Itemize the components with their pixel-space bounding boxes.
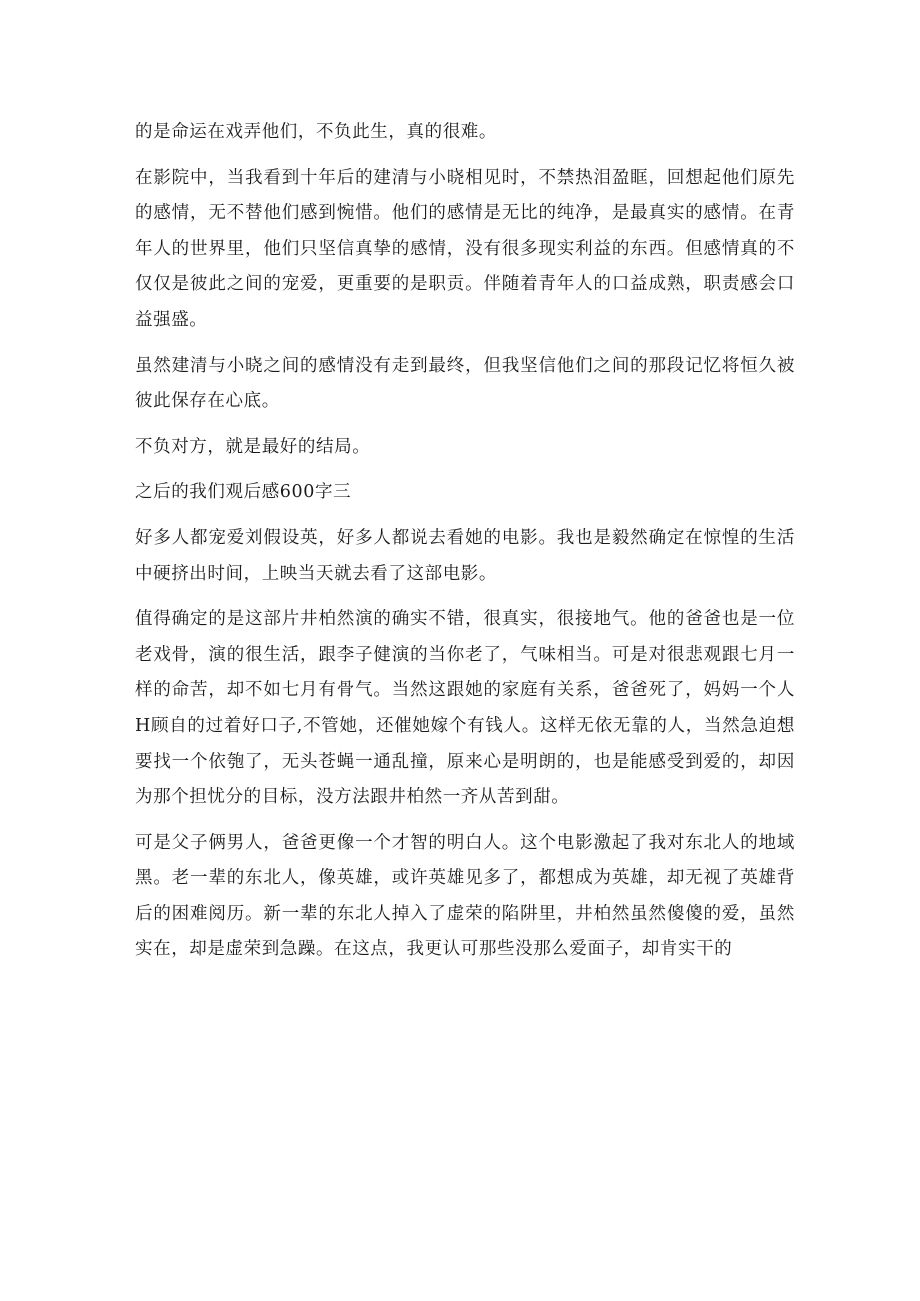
paragraph-3: 虽然建清与小晓之间的感情没有走到最终，但我坚信他们之间的那段记忆将恒久被彼此保存在心底。 <box>135 355 795 412</box>
paragraph-4: 不负对方，就是最好的结局。 <box>135 436 371 457</box>
paragraph-1: 的是命运在戏弄他们，不负此生，真的很难。 <box>135 122 497 142</box>
paragraph-7: 可是父子俩男人，爸爸更像一个才智的明白人。这个电影激起了我对东北人的地域黑。老一辈的东北人，像英雄，或许英雄见多了，都想成为英雄，却无视了英雄背后的困难阅历。新一辈的东北人掉入了虚荣的陷阱里，井柏然虽然傻傻的爱，虽然实在，却是虚荣到急躁。在这点，我更认可那些没那么爱面子，却肯实干的 <box>135 832 795 960</box>
paragraph-6: 值得确定的是这部片井柏然演的确实不错，很真实，很接地气。他的爸爸也是一位老戏骨，演的很生活，跟李子健演的当你老了，气味相当。可是对很悲观跟七月一样的命苦，却不如七月有骨气。当然这跟她的家庭有关系，爸爸死了，妈妈一个人H顾自的过着好口子,不管她，还催她嫁个有钱人。这样无依无靠的人，当然急迫想要找一个依匏了，无头苍蝇一通乱撞，原来心是明朗的，也是能感受到爱的，却因为那个担忧分的目标，没方法跟井柏然一齐从苦到甜。 <box>135 609 795 808</box>
section-heading: 之后的我们观后感600字三 <box>135 482 352 503</box>
paragraph-5: 好多人都宠爱刘假设英，好多人都说去看她的电影。我也是毅然确定在惊惶的生活中硬挤出时间，上映当天就去看了这部电影。 <box>135 527 795 584</box>
paragraph-2: 在影院中，当我看到十年后的建清与小晓相见时，不禁热泪盈眶，回想起他们原先的感情，无不替他们感到惋惜。他们的感情是无比的纯净，是最真实的感情。在青年人的世界里，他们只坚信真挚的感情，没有很多现实利益的东西。但感情真的不仅仅是彼此之间的宠爱，更重要的是职贡。伴随着青年人的口益成熟，职责感会口益强盛。 <box>135 167 795 330</box>
document-body <box>135 115 795 978</box>
